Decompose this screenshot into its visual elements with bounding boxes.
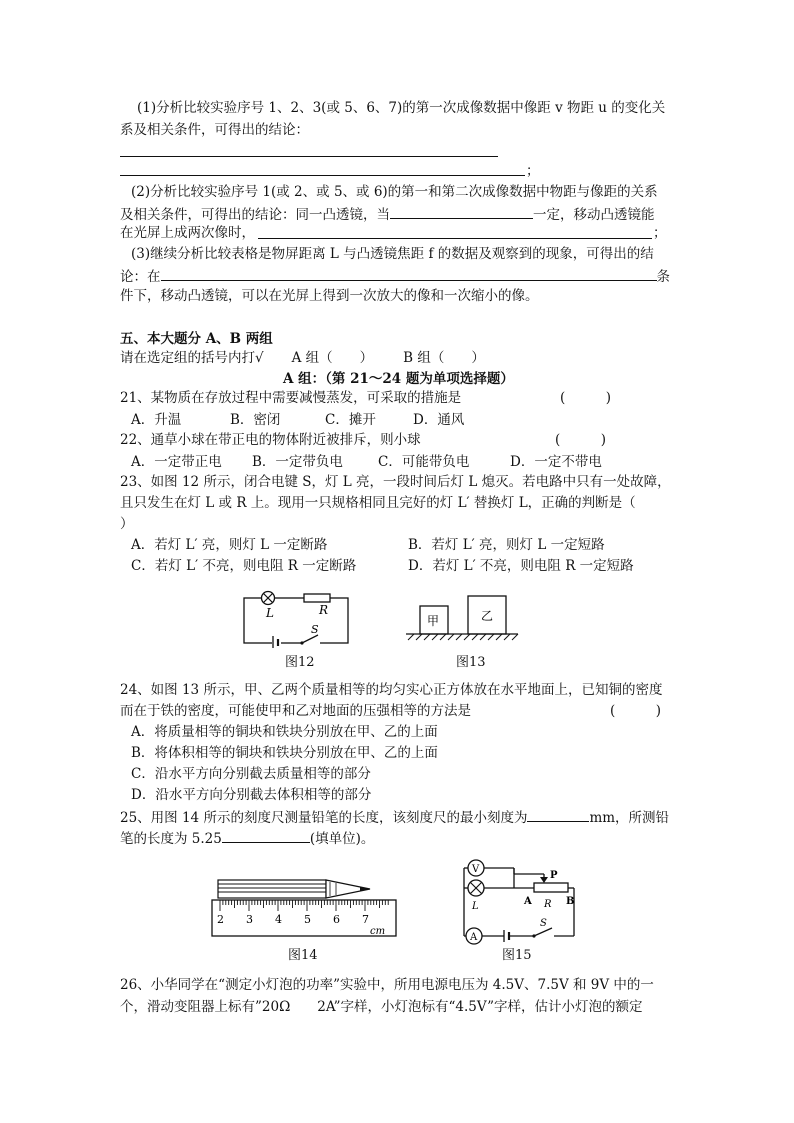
fig13-label-jia: 甲 bbox=[427, 614, 440, 628]
q20-semicolon-1: ； bbox=[526, 163, 540, 179]
q22-option-c[interactable]: C．可能带负电 bbox=[378, 454, 470, 470]
figure-15-circuit bbox=[444, 852, 592, 948]
pencil-icon bbox=[218, 880, 370, 898]
fig15-label-p: P bbox=[550, 870, 558, 881]
q20-part2-text-b: 一定，移动凸透镜能 bbox=[533, 207, 655, 223]
group-b-checkbox[interactable]: B 组（ ） bbox=[403, 350, 485, 366]
q25-text-a: 25、用图 14 所示的刻度尺测量铅笔的长度，该刻度尺的最小刻度为 bbox=[120, 810, 528, 826]
fig15-label-r: R bbox=[544, 899, 552, 910]
ground-hatch-icon bbox=[408, 634, 518, 640]
q22-option-a[interactable]: A．一定带正电 bbox=[131, 454, 222, 470]
q25-text-b: mm，所测铅 bbox=[589, 810, 670, 826]
q22-answer-paren[interactable]: ( ) bbox=[555, 432, 607, 448]
switch-s-icon bbox=[534, 928, 552, 936]
figure-13-cubes bbox=[402, 590, 522, 642]
q20-semicolon-2: ； bbox=[653, 225, 667, 241]
q21-option-a[interactable]: A．升温 bbox=[131, 412, 182, 428]
ruler-tick-label-4: 4 bbox=[275, 913, 282, 926]
figure-13-caption: 图13 bbox=[456, 655, 486, 670]
q20-part2-blank-1[interactable] bbox=[390, 204, 533, 219]
q24-option-b[interactable]: B．将体积相等的铜块和铁块分别放在甲、乙的上面 bbox=[131, 745, 438, 761]
q24-option-c[interactable]: C．沿水平方向分别截去质量相等的部分 bbox=[131, 766, 371, 782]
fig12-label-s: S bbox=[311, 623, 319, 636]
q23-option-b[interactable]: B．若灯 L′ 亮，则灯 L 一定短路 bbox=[408, 537, 605, 553]
q21-option-d[interactable]: D．通风 bbox=[413, 412, 465, 428]
q25-line2 bbox=[120, 828, 374, 848]
q21-answer-paren[interactable]: ( ) bbox=[560, 390, 612, 406]
q20-part2-text-a: 及相关条件，可得出的结论：同一凸透镜，当 bbox=[120, 207, 390, 223]
q26-line2: 个，滑动变阻器上标有”20Ω 2A”字样，小灯泡标有“4.5V”字样，估计小灯泡的额定 bbox=[120, 999, 643, 1015]
fig15-label-v: V bbox=[472, 864, 480, 875]
fig13-label-yi: 乙 bbox=[481, 609, 494, 623]
rheostat-icon bbox=[534, 883, 568, 892]
figure-12-caption: 图12 bbox=[285, 655, 315, 670]
q20-part3-text-b: 条 bbox=[656, 269, 670, 285]
group-a-title: A 组：（第 21～24 题为单项选择题） bbox=[283, 371, 514, 387]
q20-part3-line1: (3)继续分析比较表格是物屏距离 L 与凸透镜焦距 f 的数据及观察到的现象，可得出的结 bbox=[131, 246, 654, 262]
q25-text-c: 笔的长度为 5.25 bbox=[120, 831, 222, 847]
q23-line2: 且只发生在灯 L 或 R 上。现用一只规格相同且完好的灯 L′ 替换灯 L，正确的判断是（ bbox=[120, 495, 636, 511]
q23-line3[interactable]: ） bbox=[120, 516, 134, 532]
resistor-r-icon bbox=[304, 594, 330, 602]
q24-option-a[interactable]: A．将质量相等的铜块和铁块分别放在甲、乙的上面 bbox=[131, 724, 438, 740]
q24-line1: 24、如图 13 所示，甲、乙两个质量相等的均匀实心正方体放在水平地面上，已知铜的密度 bbox=[120, 682, 663, 698]
q20-part3-line3: 件下，移动凸透镜，可以在光屏上得到一次放大的像和一次缩小的像。 bbox=[120, 288, 539, 304]
ruler-tick-label-6: 6 bbox=[333, 913, 340, 926]
group-a-checkbox[interactable]: A 组（ ） bbox=[291, 350, 374, 366]
q23-line1: 23、如图 12 所示，闭合电键 S，灯 L 亮，一段时间后灯 L 熄灭。若电路中只有一处故障， bbox=[120, 474, 671, 490]
fig15-label-s: S bbox=[540, 918, 547, 929]
q25-blank-min-scale[interactable] bbox=[527, 807, 589, 822]
q25-text-d: (填单位)。 bbox=[309, 831, 375, 847]
fig15-label-a: A bbox=[470, 932, 478, 943]
q21-option-c[interactable]: C．摊开 bbox=[325, 412, 376, 428]
q25-line1 bbox=[120, 807, 669, 827]
q24-option-d[interactable]: D．沿水平方向分别截去体积相等的部分 bbox=[131, 787, 372, 803]
figure-14-caption: 图14 bbox=[288, 948, 318, 963]
q24-answer-paren[interactable]: ( ) bbox=[610, 703, 662, 719]
q20-part2-answer-line[interactable] bbox=[258, 238, 652, 239]
fig15-label-ra: A bbox=[524, 896, 532, 907]
q23-option-d[interactable]: D．若灯 L′ 不亮，则电阻 R 一定短路 bbox=[408, 558, 634, 574]
q20-part1-line2: 系及相关条件，可得出的结论： bbox=[120, 122, 309, 138]
figure-12-circuit bbox=[236, 588, 356, 648]
q26-line1: 26、小华同学在“测定小灯泡的功率”实验中，所用电源电压为 4.5V、7.5V 和 9V 中的一 bbox=[120, 977, 654, 993]
section5-select-line bbox=[120, 349, 485, 367]
fig12-label-r: R bbox=[319, 603, 329, 617]
fig12-label-l: L bbox=[266, 606, 274, 620]
fig15-label-b: B bbox=[566, 896, 575, 907]
ruler-tick-label-7: 7 bbox=[362, 913, 369, 926]
q23-option-a[interactable]: A．若灯 L′ 亮，则灯 L 一定断路 bbox=[131, 537, 328, 553]
q22-stem: 22、通草小球在带正电的物体附近被排斥，则小球 bbox=[120, 432, 421, 448]
q22-option-b[interactable]: B．一定带负电 bbox=[252, 454, 343, 470]
ruler-tick-label-2: 2 bbox=[217, 913, 224, 926]
slider-p-icon bbox=[540, 877, 548, 883]
q20-answer-line-1[interactable] bbox=[120, 156, 498, 157]
q25-blank-unit[interactable] bbox=[222, 828, 310, 843]
q20-part3-text-a: 论：在 bbox=[120, 269, 161, 285]
q21-option-b[interactable]: B．密闭 bbox=[230, 412, 281, 428]
q20-part2-line1: (2)分析比较实验序号 1(或 2、或 5、或 6)的第一和第二次成像数据中物距与像距的关系 bbox=[131, 184, 658, 200]
q23-option-c[interactable]: C．若灯 L′ 不亮，则电阻 R 一定断路 bbox=[131, 558, 357, 574]
q20-part1-line1: (1)分析比较实验序号 1、2、3(或 5、6、7)的第一次成像数据中像距 v 物距 u 的变化关 bbox=[137, 100, 666, 116]
section5-select-text: 请在选定组的括号内打√ bbox=[120, 350, 264, 366]
q20-answer-line-2[interactable] bbox=[120, 175, 525, 176]
ruler-tick-label-3: 3 bbox=[246, 913, 253, 926]
figure-15-caption: 图15 bbox=[502, 948, 532, 963]
q20-part3-blank[interactable] bbox=[161, 266, 657, 281]
figure-14-ruler bbox=[208, 868, 400, 940]
q20-part2-line2 bbox=[120, 204, 655, 224]
q20-part3-line2 bbox=[120, 266, 670, 286]
ruler-tick-label-5: 5 bbox=[304, 913, 311, 926]
q24-line2: 而在于铁的密度，可能使甲和乙对地面的压强相等的方法是 bbox=[120, 703, 471, 719]
q20-part2-line3: 在光屏上成两次像时， bbox=[120, 225, 255, 241]
q21-stem: 21、某物质在存放过程中需要减慢蒸发，可采取的措施是 bbox=[120, 390, 462, 406]
q22-option-d[interactable]: D．一定不带电 bbox=[510, 454, 602, 470]
section5-title: 五、本大题分 A、B 两组 bbox=[120, 331, 273, 347]
fig15-label-l: L bbox=[472, 901, 479, 912]
ruler-unit-label: cm bbox=[370, 926, 386, 937]
